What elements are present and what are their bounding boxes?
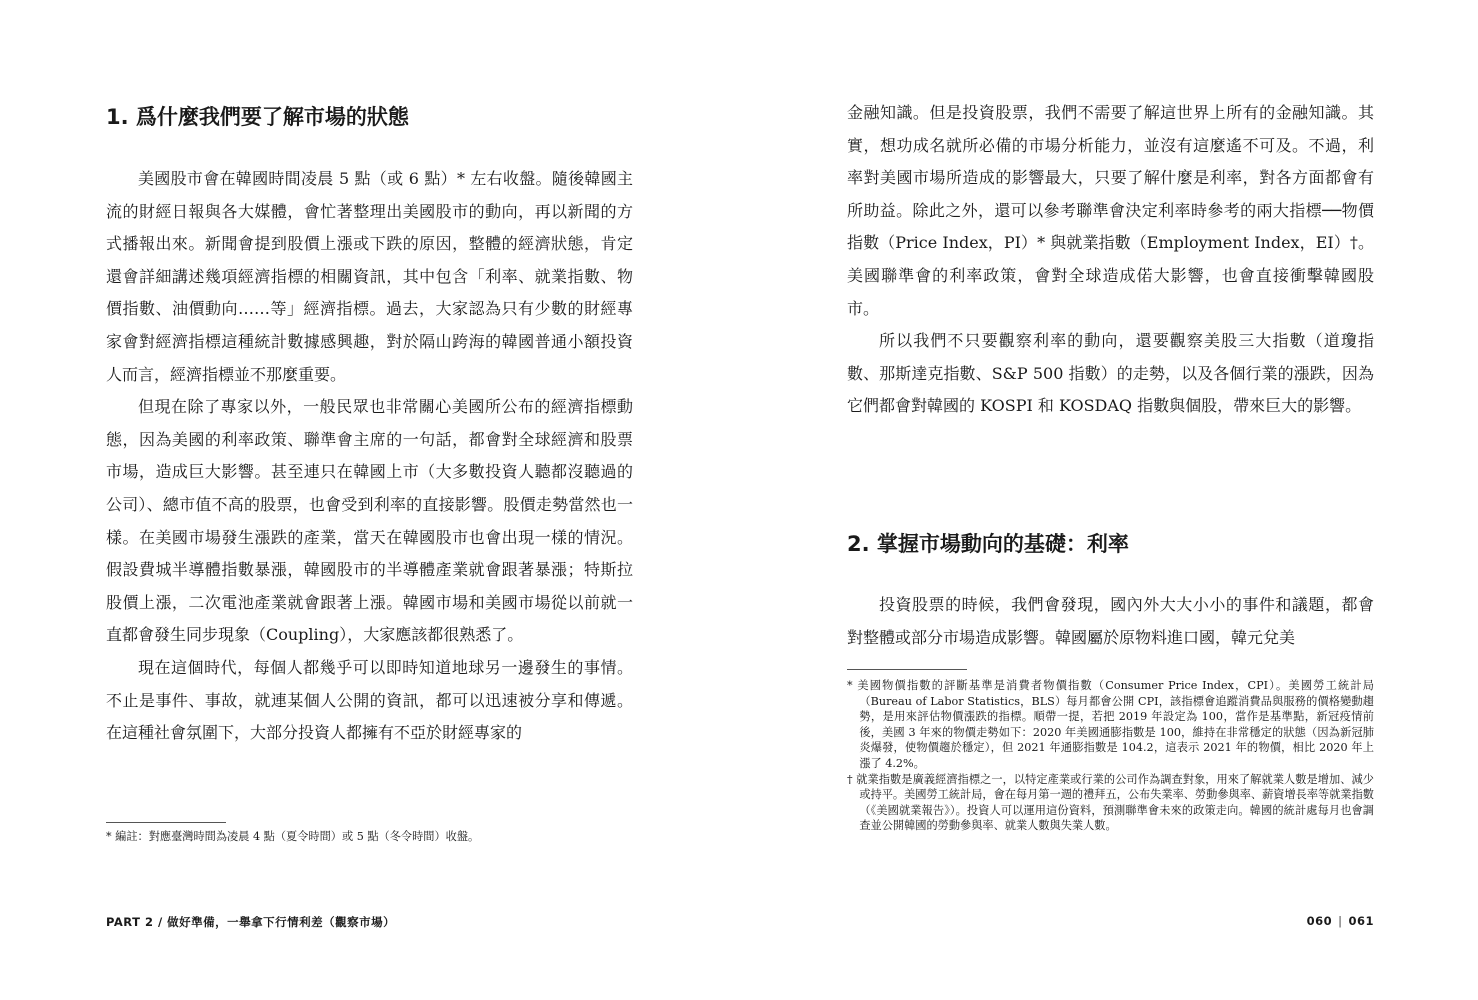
left-page — [106, 0, 633, 1000]
right-footnotes — [847, 678, 1374, 834]
paragraph: 但現在除了專家以外，一般民眾也非常關心美國所公布的經濟指標動態，因為美國的利率政策、聯準會主席的一句話，都會對全球經濟和股票市場，造成巨大影響。甚至連只在韓國上市（大多數投資人聽都沒聽過的公司）、總市值不高的股票，也會受到利率的直接影響。股價走勢當然也一樣。在美國市場發生漲跌的產業，當天在韓國股市也會出現一樣的情況。假設費城半導體指數暴漲，韓國股市的半導體產業就會跟著暴漲；特斯拉股價上漲，二次電池產業就會跟著上漲。韓國市場和美國市場從以前就一直都會發生同步現象（Coupling），大家應該都很熟悉了。 — [106, 397, 633, 645]
footnote: † 就業指數是廣義經濟指標之一，以特定產業或行業的公司作為調查對象，用來了解就業人數是增加、減少或持平。美國勞工統計局，會在每月第一週的禮拜五，公布失業率、勞動參與率、薪資增長率等就業指數（《美國就業報告》）。投資人可以運用這份資料，預測聯準會未來的政策走向。韓國的統計處每月也會調查並公開韓國的勞動參與率、就業人數與失業人數。 — [847, 772, 1374, 833]
paragraph: 投資股票的時候，我們會發現，國內外大大小小的事件和議題，都會對整體或部分市場造成影響。韓國屬於原物料進口國，韓元兌美 — [847, 595, 1374, 647]
left-body-text — [106, 163, 633, 750]
right-body-text-bottom — [847, 589, 1374, 654]
left-footnotes — [106, 829, 633, 845]
section-heading-2: 2. 掌握市場動向的基礎：利率 — [847, 532, 1129, 556]
paragraph: 現在這個時代，每個人都幾乎可以即時知道地球另一邊發生的事情。不止是事件、事故，就連某個人公開的資訊，都可以迅速被分享和傳遞。在這種社會氛圍下，大部分投資人都擁有不亞於財經專家的 — [106, 657, 633, 743]
paragraph: 所以我們不只要觀察利率的動向，還要觀察美股三大指數（道瓊指數、那斯達克指數、S&P 500 指數）的走勢，以及各個行業的漲跌，因為它們都會對韓國的 KOSPI 和 KOSDAQ 指數與個股，帶來巨大的影響。 — [847, 331, 1374, 416]
page-numbers — [1307, 914, 1374, 928]
footnote-rule — [106, 822, 226, 823]
page-number-left: 060 — [1306, 914, 1333, 928]
right-body-text-top — [847, 97, 1374, 423]
running-head: PART 2 / 做好準備，一舉拿下行情利差（觀察市場） — [106, 915, 396, 929]
footnote: * 編註：對應臺灣時間為凌晨 4 點（夏令時間）或 5 點（冬令時間）收盤。 — [106, 830, 480, 843]
section-heading-1: 1. 爲什麼我們要了解市場的狀態 — [106, 105, 409, 129]
page-number-right: 061 — [1348, 914, 1374, 928]
paragraph: 美國股市會在韓國時間凌晨 5 點（或 6 點）* 左右收盤。隨後韓國主流的財經日報與各大媒體，會忙著整理出美國股市的動向，再以新聞的方式播報出來。新聞會提到股價上漲或下跌的原因，整體的經濟狀態，肯定還會詳細講述幾項經濟指標的相關資訊，其中包含「利率、就業指數、物價指數、油價動向……等」經濟指標。過去，大家認為只有少數的財經專家會對經濟指標這種統計數據感興趣，對於隔山跨海的韓國普通小額投資人而言，經濟指標並不那麼重要。 — [106, 169, 633, 384]
footnote: * 美國物價指數的評斷基準是消費者物價指數（Consumer Price Index，CPI）。美國勞工統計局（Bureau of Labor Statistics，BLS）每月都會公開 CPI，該指標會追蹤消費品與服務的價格變動趨勢，是用來評估物價漲跌的指標。順帶一提，若把 2019 年設定為 100，當作是基準點，新冠疫情前後，美國 3 年來的物價走勢如下：2020 年美國通膨指數是 100，維持在非常穩定的狀態（因為新冠肺炎爆發，使物價趨於穩定），但 2021 年通膨指數是 104.2，這表示 2021 年的物價，相比 2020 年上漲了 4.2%。 — [847, 679, 1374, 770]
right-page — [847, 0, 1374, 1000]
page-number-separator: | — [1338, 914, 1343, 928]
paragraph: 金融知識。但是投資股票，我們不需要了解這世界上所有的金融知識。其實，想功成名就所必備的市場分析能力，並沒有這麼遙不可及。不過，利率對美國市場所造成的影響最大，只要了解什麼是利率，對各方面都會有所助益。除此之外，還可以參考聯準會決定利率時參考的兩大指標──物價指數（Price Index，PI）* 與就業指數（Employment Index，EI）†。美國聯準會的利率政策，會對全球造成偌大影響，也會直接衝擊韓國股市。 — [847, 103, 1374, 318]
footnote-rule — [847, 669, 967, 670]
